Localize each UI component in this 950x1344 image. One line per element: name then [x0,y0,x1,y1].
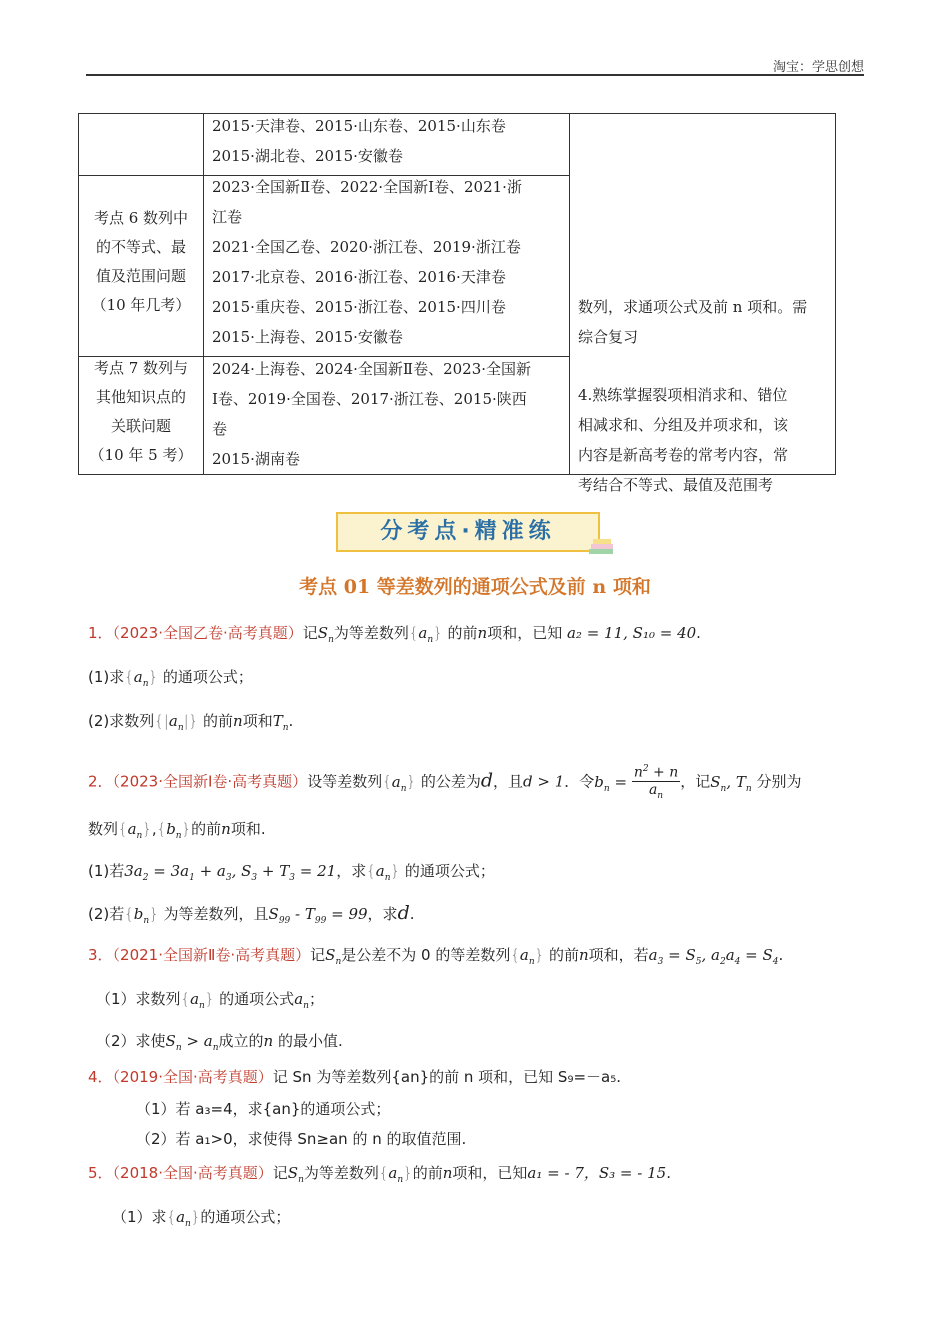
problem-5-q1: （1）求$\{a_n\}$的通项公式； [112,1208,291,1229]
header-shop-name: 淘宝：学思创想 [772,60,864,75]
table-col-divider [569,114,570,474]
table-notes: 数列，求通项公式及前 n 项和。需 综合复习 4.熟练掌握裂项相消求和、错位 相减求和、分组及并项求和，该 内容是新高考卷的常考内容，常 考结合不等式、最值及范围考 [578,298,808,494]
table-col-divider [203,114,204,474]
problem-3-q2: （2）求使$S_n > a_n$成立的n 的最小值. [96,1032,343,1053]
problem-2-q2: (2)若$\{b_n\}$ 为等差数列，且$S_{99} - T_{99} = 99$，求d. [88,902,415,926]
header-rule [86,74,864,76]
problem-4-stem: 4．（2019·全国·高考真题）记 Sn 为等差数列{an}的前 n 项和，已知 S₉=－a₅. [88,1068,622,1086]
problem-2-stem-cont: 数列$\{a_n\},\{b_n\}$的前n项和. [88,820,266,841]
table-row2-label: 考点 7 数列与 其他知识点的 关联问题 （10 年 5 考） [89,359,193,464]
problem-1-q1: (1)求$\{a_n\}$ 的通项公式； [88,668,253,689]
problem-5-stem: 5．（2018·全国·高考真题）记$S_n$为等差数列$\{a_n\}$的前n项和，已知a₁ = - 7，S₃ = - 15. [88,1164,671,1185]
section-title: 考点 01 等差数列的通项公式及前 n 项和 [299,576,651,598]
problem-2-stem: 2．（2023·全国新Ⅰ卷·高考真题）设等差数列$\{a_n\}$ 的公差为d，且d > 1．令$b_n$ = $\frac{n^2 + n}{a_n}$ ，记$S_n$, $T_n$ 分别为 [88,764,802,801]
problem-4-q1: （1）若 a₃=4，求{an}的通项公式； [136,1100,391,1118]
table-row2-years: 2024·上海卷、2024·全国新Ⅱ卷、2023·全国新 Ⅰ卷、2019·全国卷、2017·浙江卷、2015·陕西 卷 2015·湖南卷 [212,360,532,468]
problem-3-stem: 3．（2021·全国新Ⅱ卷·高考真题）记$S_n$是公差不为 0 的等差数列$\{a_n\}$ 的前n项和，若$a_3 = S_5$, $a_2a_4 = S_4$. [88,946,784,967]
problem-3-q1: （1）求数列$\{a_n\}$ 的通项公式$a_n$； [96,990,324,1011]
table-row0-years: 2015·天津卷、2015·山东卷、2015·山东卷 2015·湖北卷、2015·安徽卷 [212,117,506,165]
problem-2-q1: (1)若$3a_2 = 3a_1 + a_3$, $S_3 + T_3 = 21$，求$\{a_n\}$ 的通项公式； [88,862,495,883]
table-row1-years: 2023·全国新Ⅱ卷、2022·全国新Ⅰ卷、2021·浙 江卷 2021·全国乙卷、2020·浙江卷、2019·浙江卷 2017·北京卷、2016·浙江卷、2016·天津卷 2015·重庆卷、2015·浙江卷、2015·四川卷 2015·上海卷、2015·安徽卷 [212,178,522,346]
section-banner: 分考点·精准练 [336,512,600,552]
problem-1-stem: 1．（2023·全国乙卷·高考真题）记$S_n$为等差数列$\{a_n\}$ 的前n项和，已知 a₂ = 11, S₁₀ = 40. [88,624,701,645]
exam-table [78,113,836,494]
books-icon [587,537,617,557]
problem-1-q2: (2)求数列$\{|a_n|\}$ 的前n项和$T_n$. [88,712,294,733]
table-row1-label: 考点 6 数列中 的不等式、最 值及范围问题 （10 年几考） [91,209,191,314]
problem-4-q2: （2）若 a₁>0，求使得 Sn≥an 的 n 的取值范围. [136,1130,467,1148]
